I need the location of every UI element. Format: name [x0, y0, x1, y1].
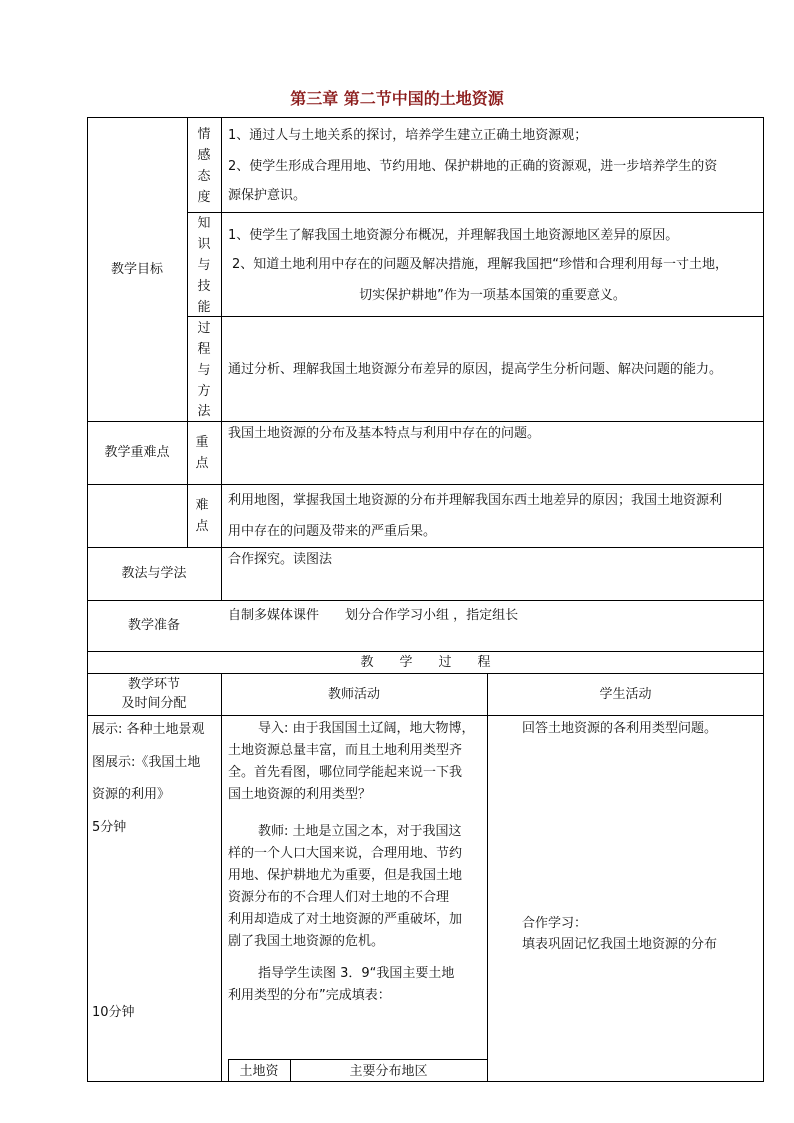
col-student-header: 学生活动 — [599, 687, 652, 702]
row-divider — [87, 421, 764, 422]
goals-label: 教学目标 — [110, 262, 163, 277]
keypoints-label: 教学重难点 — [104, 445, 170, 460]
stage-line-3: 资源的利用》 — [92, 787, 171, 802]
teacher-p2-l5: 利用却造成了对土地资源的严重破坏，加 — [228, 912, 463, 927]
stage-time-5: 5分钟 — [92, 820, 127, 835]
col-divider — [487, 673, 488, 1082]
teacher-p1-l4: 国土地资源的利用类型？ — [228, 787, 372, 802]
key-point-text: 我国土地资源的分布及基本特点与利用中存在的问题。 — [228, 426, 541, 441]
row-divider — [187, 316, 764, 317]
teacher-p3-l2: 利用类型的分布”完成填表： — [228, 988, 391, 1003]
stage-line-2: 图展示:《我国土地 — [92, 755, 201, 770]
row-divider — [87, 715, 764, 716]
inner-table-col2: 主要分布地区 — [349, 1064, 428, 1079]
teacher-p2-l3: 用地、保护耕地尤为重要，但是我国土地 — [228, 868, 463, 883]
col-divider — [187, 117, 188, 547]
stage-time-10: 10分钟 — [92, 1005, 135, 1020]
row-divider — [87, 673, 764, 674]
affective-text-2: 2、使学生形成合理用地、节约用地、保护耕地的正确的资源观，进一步培养学生的资 — [228, 159, 718, 174]
affective-text-1: 1、通过人与土地关系的探讨，培养学生建立正确土地资源观； — [228, 128, 588, 143]
teacher-p1-l2: 土地资源总量丰富，而且土地利用类型齐 — [228, 743, 463, 758]
student-line-2: 合作学习： — [522, 916, 588, 931]
col-stage-header-2: 及时间分配 — [121, 696, 187, 711]
page-title: 第三章 第二节中国的土地资源 — [290, 89, 504, 108]
teacher-p2-l6: 剧了我国土地资源的危机。 — [228, 934, 385, 949]
knowledge-text-3: 切实保护耕地”作为一项基本国策的重要意义。 — [359, 288, 626, 303]
process-header: 教 学 过 程 — [360, 655, 491, 670]
student-line-3: 填表巩固记忆我国土地资源的分布 — [522, 937, 718, 952]
row-divider — [87, 600, 764, 601]
row-divider — [87, 547, 764, 548]
hard-point-text-2: 用中存在的问题及带来的严重后果。 — [228, 524, 437, 539]
col-teacher-header: 教师活动 — [327, 687, 380, 702]
prep-text: 自制多媒体课件 划分合作学习小组 ，指定组长 — [228, 608, 519, 623]
affective-text-3: 源保护意识。 — [228, 188, 307, 203]
teacher-p1-l1: 导入: 由于我国国土辽阔，地大物博， — [258, 721, 475, 736]
teacher-p3-l1: 指导学生读图 3．9“我国主要土地 — [258, 966, 455, 981]
methods-text: 合作探究。读图法 — [228, 552, 333, 567]
stage-line-1: 展示: 各种土地景观 — [92, 722, 205, 737]
inner-table-col1: 土地资 — [239, 1064, 279, 1079]
col-stage-header-1: 教学环节 — [127, 677, 180, 692]
inner-table-top — [228, 1059, 487, 1060]
col-divider — [221, 117, 222, 600]
student-line-1: 回答土地资源的各利用类型问题。 — [522, 721, 718, 736]
col-divider — [221, 673, 222, 1082]
methods-label: 教法与学法 — [121, 566, 187, 581]
teacher-p2-l1: 教师: 土地是立国之本，对于我国这 — [258, 824, 462, 839]
row-divider — [187, 212, 764, 213]
hard-point-text-1: 利用地图，掌握我国土地资源的分布并理解我国东西土地差异的原因；我国土地资源利 — [228, 493, 723, 508]
teacher-p2-l2: 样的一个人口大国来说，合理用地、节约 — [228, 846, 463, 861]
teacher-p1-l3: 全。首先看图，哪位同学能起来说一下我 — [228, 765, 463, 780]
knowledge-text-2: 2、知道土地利用中存在的问题及解决措施，理解我国把“珍惜和合理利用每一寸土地， — [232, 257, 729, 272]
row-divider — [87, 484, 764, 485]
process-text: 通过分析、理解我国土地资源分布差异的原因，提高学生分析问题、解决问题的能力。 — [228, 362, 723, 377]
teacher-p2-l4: 资源分布的不合理人们对土地的不合理 — [228, 890, 450, 905]
knowledge-text-1: 1、使学生了解我国土地资源分布概况，并理解我国土地资源地区差异的原因。 — [228, 228, 679, 243]
prep-label: 教学准备 — [127, 618, 180, 633]
